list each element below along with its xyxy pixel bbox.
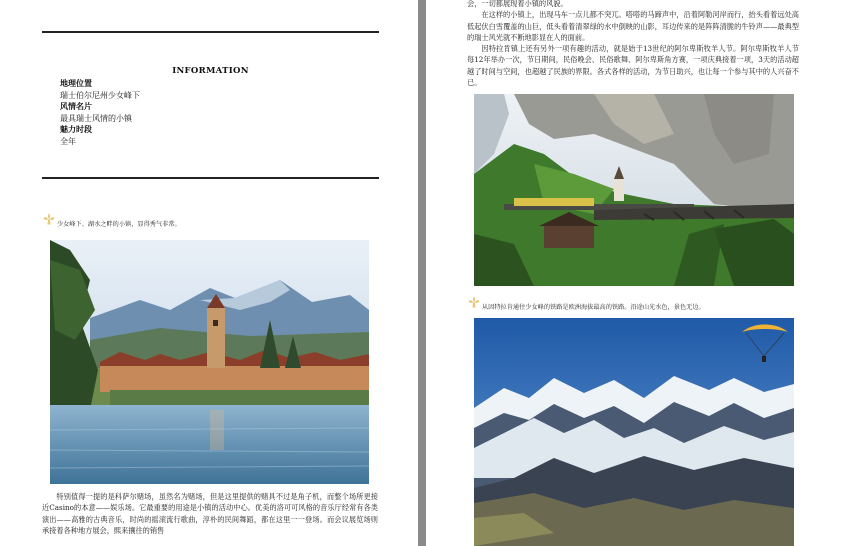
left-body-paragraph (42, 491, 378, 536)
info-heading-character: 风情名片 (60, 101, 92, 112)
page-gutter (418, 0, 426, 546)
fleur-de-lis-icon (43, 213, 55, 225)
info-title: INFORMATION (172, 66, 249, 76)
info-list (60, 78, 140, 148)
left-paragraph-text: 特别值得一提的是科萨尔赌场，虽然名为赌场，但是这里提供的赌具不过是角子机，而整个场所更接近Casino的本意——娱乐场。它最重要的用途是小镇的活动中心。优美的洛可可风格的音乐厅经常有各类演出——高雅的古典音乐，时尚的摇滚流行歌曲，淳朴的民间舞蹈，都在这里一一登场。而会议展览场则承接着各种地方展会，熙来攘往的销售 (42, 492, 378, 535)
info-bottom-rule (42, 177, 379, 179)
mountain-range-photo (474, 318, 794, 546)
right-page (426, 0, 843, 546)
valley-railway-photo (474, 94, 794, 286)
left-caption: 少女峰下、湖水之畔的小镇，显得秀气非常。 (57, 221, 181, 228)
town-lake-photo (50, 240, 369, 484)
left-page (0, 0, 418, 546)
right-body-text (467, 0, 799, 88)
right-paragraph-2: 因特拉肯镇上还有另外一项有趣的活动，就是始于13世纪的阿尔卑斯牧羊人节。阿尔卑斯牧羊人节每12年举办一次，节日期间，民俗晚会、民俗歌舞、阿尔卑斯角方赛，一项庆典接着一项，3天的活动超越了时间与空间，也超越了民族的界限。各式各样的活动，为节日助兴，也让每一个参与其中的人兴奋不已。 (467, 44, 799, 88)
info-top-rule (42, 31, 379, 33)
right-paragraph-1: 在这样的小镇上，出现马车一点儿都不突兀。嗒嗒的马蹄声中，沿着阿勒河岸而行，抬头看着远处高低起伏白雪覆盖的山巨，低头看着清翠绿的水中倒映的山影，耳边传来的是阵阵清脆的牛铃声——最典型的瑞士风光就不断地影显在人的面前。 (467, 10, 799, 42)
right-caption: 从因特拉肯通往少女峰的铁路是欧洲海拔最高的铁路。沿途山光水色，景色无边。 (482, 304, 705, 311)
right-paragraph-0: 会，一切都展现着小镇的风貌。 (467, 0, 568, 8)
info-heading-location: 地理位置 (60, 78, 92, 88)
info-value-location: 瑞士伯尔尼州少女峰下 (60, 90, 140, 100)
fleur-de-lis-icon (468, 296, 480, 308)
info-heading-season: 魅力时段 (60, 124, 92, 135)
info-value-season: 全年 (60, 136, 76, 146)
info-value-character: 最具瑞士风情的小镇 (60, 113, 132, 123)
